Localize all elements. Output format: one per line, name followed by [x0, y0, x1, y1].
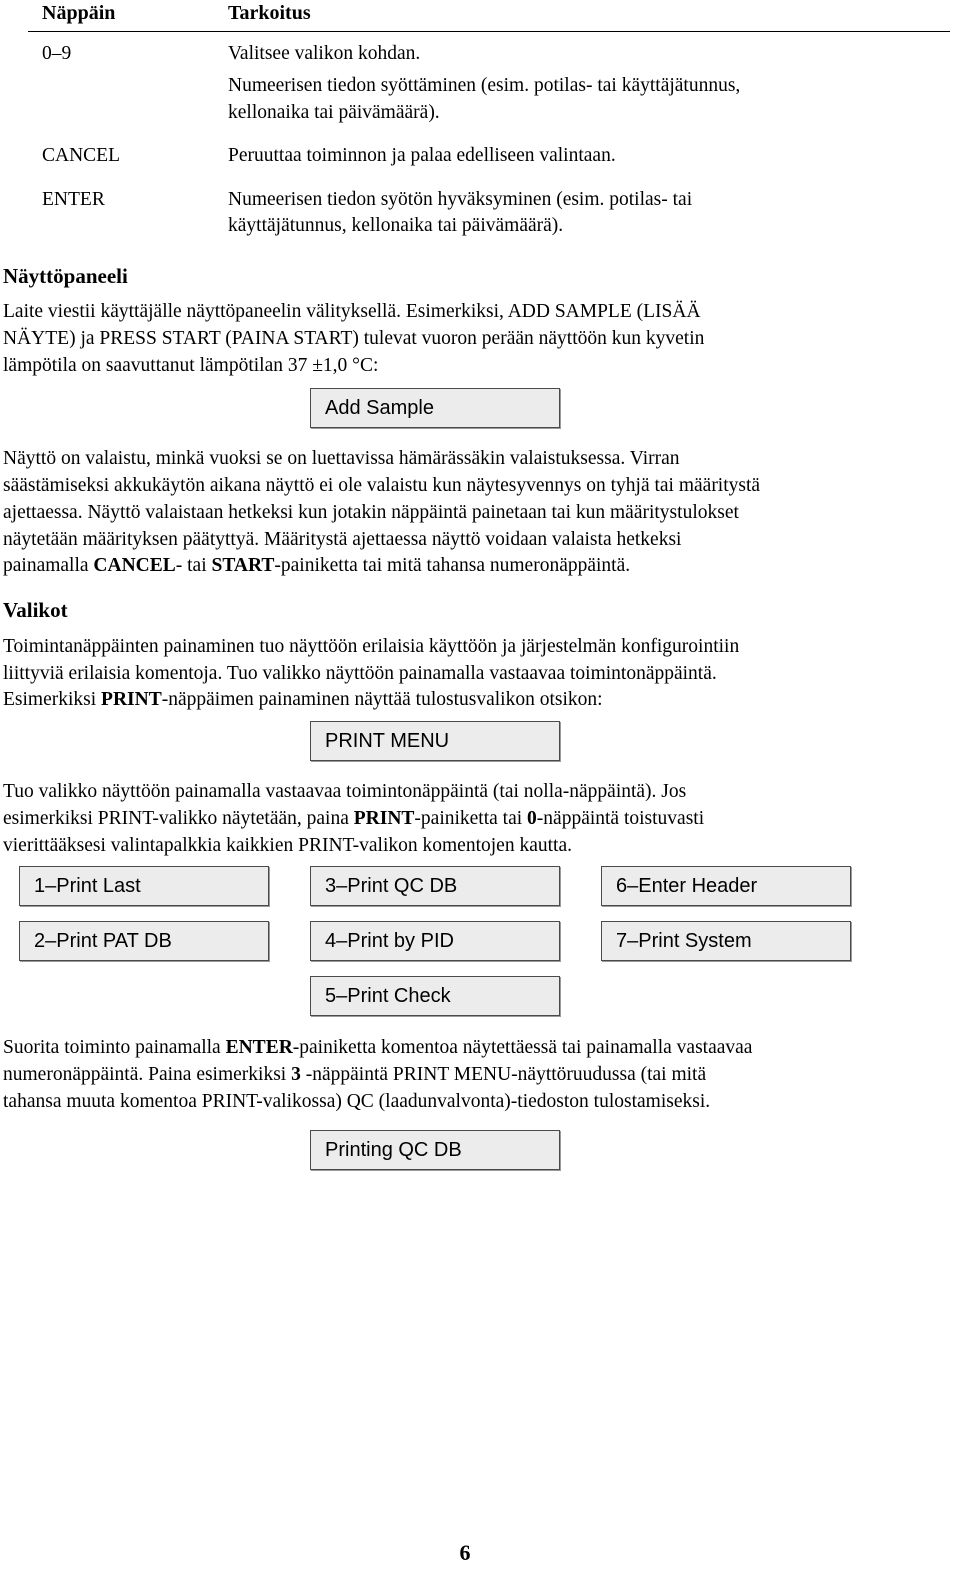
enter-key-ref: ENTER — [225, 1037, 293, 1058]
key-enter-desc-2: käyttäjätunnus, kellonaika tai päivämäärä). — [228, 215, 564, 236]
print-key-ref-2: PRINT — [353, 808, 415, 829]
menu-item-print-last: 1–Print Last — [19, 866, 269, 906]
display-p2-line3: ajettaessa. Näyttö valaistaan hetkeksi kun jotakin näppäintä painetaan tai kun määritystulokset — [3, 502, 739, 523]
menus-p3-text-a: Suorita toiminto painamalla — [3, 1037, 226, 1058]
print-key-ref: PRINT — [101, 689, 162, 710]
menu-item-print-pat-db: 2–Print PAT DB — [19, 921, 269, 961]
screen-printing-qc-db: Printing QC DB — [310, 1130, 560, 1170]
start-key-ref: START — [211, 555, 275, 576]
table-header-purpose: Tarkoitus — [228, 2, 311, 24]
menus-p3-text-d: numeronäppäintä. Paina esimerkiksi — [3, 1064, 292, 1085]
zero-key-ref: 0 — [527, 808, 537, 829]
key-cancel-desc: Peruuttaa toiminnon ja palaa edelliseen valintaan. — [228, 145, 616, 166]
menus-heading: Valikot — [3, 598, 68, 622]
display-p2-line1: Näyttö on valaistu, minkä vuoksi se on luettavissa hämärässäkin valaistuksessa. Virran — [3, 448, 680, 469]
cancel-key-ref: CANCEL — [93, 555, 176, 576]
key-digits-desc-2: Numeerisen tiedon syöttäminen (esim. potilas- tai käyttäjätunnus, — [228, 75, 741, 96]
menus-p3-line2 — [3, 1062, 948, 1089]
display-p2-line4: näytetään määrityksen päätyttyä. Määritystä ajettaessa näyttö voidaan valaista hetkeksi — [3, 529, 682, 550]
menu-item-enter-header: 6–Enter Header — [601, 866, 851, 906]
display-p1-line2: NÄYTE) ja PRESS START (PAINA START) tulevat vuoron perään näyttöön kun kyvetin — [3, 328, 705, 349]
table-header-key: Näppäin — [42, 2, 116, 24]
menus-p1-text-c: -näppäimen painaminen näyttää tulostusvalikon otsikon: — [161, 689, 603, 710]
menus-p2-line3: vierittääksesi valintapalkkia kaikkien PRINT-valikon komentojen kautta. — [3, 835, 572, 856]
menus-p3-text-c: -painiketta komentoa näytettäessä tai painamalla vastaavaa — [292, 1037, 753, 1058]
menu-item-print-system: 7–Print System — [601, 921, 851, 961]
menus-p2-text-e: -näppäintä toistuvasti — [536, 808, 705, 829]
menu-item-print-by-pid: 4–Print by PID — [310, 921, 560, 961]
table-header-rule — [28, 31, 950, 32]
menus-p2-line2 — [3, 806, 948, 833]
key-cancel: CANCEL — [42, 145, 120, 166]
screen-print-menu: PRINT MENU — [310, 721, 560, 761]
key-digits: 0–9 — [42, 43, 72, 64]
display-p2-text-e: -painiketta tai mitä tahansa numeronäppäintä. — [274, 555, 631, 576]
page-number: 6 — [459, 1540, 471, 1565]
three-key-ref: 3 — [291, 1064, 301, 1085]
menus-p3-line3: tahansa muuta komentoa PRINT-valikossa) QC (laadunvalvonta)-tiedoston tulostamiseksi. — [3, 1091, 711, 1112]
display-p2-line2: säästämiseksi akkukäytön aikana näyttö ei ole valaistu kun näytesyvennys on tyhjä tai määritystä — [3, 475, 761, 496]
menus-p3-text-f: -näppäintä PRINT MENU-näyttöruudussa (tai mitä — [300, 1064, 707, 1085]
key-enter-desc-1: Numeerisen tiedon syötön hyväksyminen (esim. potilas- tai — [228, 189, 693, 210]
key-enter: ENTER — [42, 189, 105, 210]
menus-p2-text-a: esimerkiksi PRINT-valikko näytetään, paina — [3, 808, 354, 829]
menus-p2-text-c: -painiketta tai — [414, 808, 528, 829]
screen-add-sample: Add Sample — [310, 388, 560, 428]
display-p2-text-a: painamalla — [3, 555, 94, 576]
menus-p2-line1: Tuo valikko näyttöön painamalla vastaavaa toimintonäppäintä (tai nolla-näppäintä). Jos — [3, 781, 687, 802]
key-digits-desc-1: Valitsee valikon kohdan. — [228, 43, 421, 64]
menu-item-print-qc-db: 3–Print QC DB — [310, 866, 560, 906]
key-digits-desc-3: kellonaika tai päivämäärä). — [228, 102, 440, 123]
display-p2-text-c: - tai — [175, 555, 212, 576]
display-p1-line1: Laite viestii käyttäjälle näyttöpaneelin välityksellä. Esimerkiksi, ADD SAMPLE (LISÄÄ — [3, 301, 701, 322]
menus-p1-line3 — [3, 687, 948, 714]
display-p2-line5 — [3, 553, 948, 580]
display-panel-heading: Näyttöpaneeli — [3, 264, 128, 288]
menus-p3-line1 — [3, 1035, 948, 1062]
menus-p1-text-a: Esimerkiksi — [3, 689, 102, 710]
menu-item-print-check: 5–Print Check — [310, 976, 560, 1016]
menus-p1-line1: Toimintanäppäinten painaminen tuo näyttöön erilaisia käyttöön ja järjestelmän konfigurointiin — [3, 636, 740, 657]
menus-p1-line2: liittyviä erilaisia komentoja. Tuo valikko näyttöön painamalla vastaavaa toimintonäppäintä. — [3, 663, 717, 684]
display-p1-line3: lämpötila on saavuttanut lämpötilan 37 ±1,0 °C: — [3, 355, 379, 376]
